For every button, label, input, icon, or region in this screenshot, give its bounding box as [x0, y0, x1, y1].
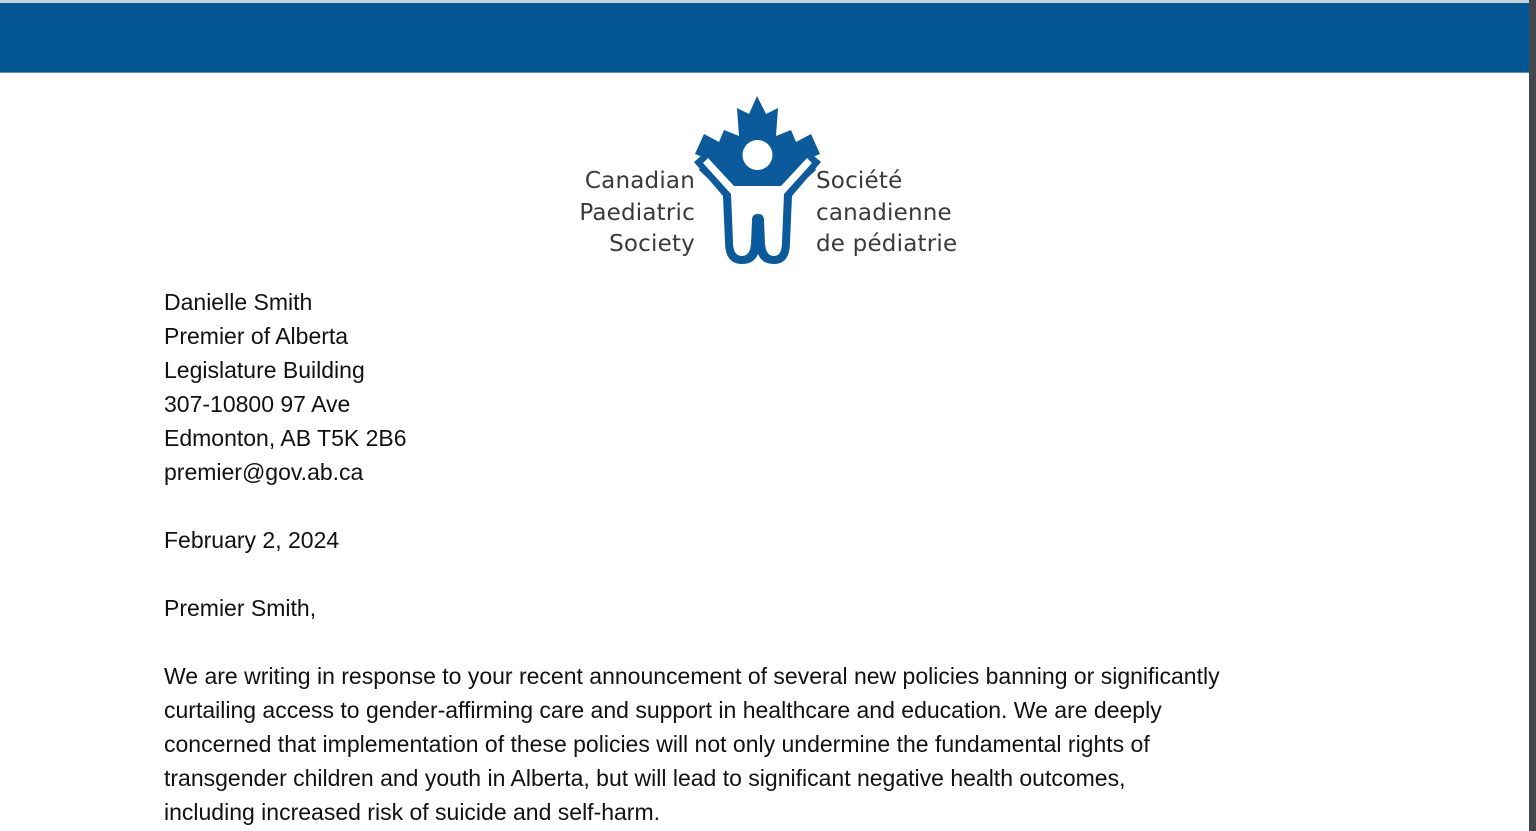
- recipient-building: Legislature Building: [164, 357, 365, 383]
- recipient-title: Premier of Alberta: [164, 323, 349, 349]
- letter-body: [164, 285, 1364, 829]
- recipient-email: premier@gov.ab.ca: [164, 459, 364, 485]
- logo-en-line: Society: [609, 231, 695, 257]
- salutation: Premier Smith,: [164, 595, 317, 621]
- recipient-city: Edmonton, AB T5K 2B6: [164, 425, 407, 451]
- viewer-scrollbar[interactable]: [1529, 0, 1536, 831]
- logo-french-name: [816, 166, 957, 261]
- logo-english-name: [579, 166, 695, 261]
- logo-fr-line: de pédiatrie: [816, 231, 958, 257]
- logo-en-line: Canadian: [584, 168, 695, 194]
- paragraph-1: [164, 659, 1364, 829]
- letterhead-band: [0, 3, 1529, 73]
- recipient-street: 307-10800 97 Ave: [164, 391, 351, 417]
- paragraph-line: transgender children and youth in Alberta, but will lead to significant negative health outcomes,: [164, 765, 1126, 791]
- recipient-address-block: [164, 285, 1364, 489]
- paragraph-line: including increased risk of suicide and self-harm.: [164, 799, 661, 825]
- logo-en-line: Paediatric: [579, 199, 695, 226]
- logo-fr-line: canadienne: [816, 199, 952, 226]
- paragraph-line: curtailing access to gender-affirming care and support in healthcare and education. We are deeply: [164, 697, 1162, 723]
- maple-leaf-child-icon: [690, 92, 825, 264]
- logo-fr-line: Société: [816, 168, 903, 194]
- letter-date: February 2, 2024: [164, 527, 340, 553]
- paragraph-line: concerned that implementation of these policies will not only undermine the fundamental rights of: [164, 731, 1150, 757]
- recipient-name: Danielle Smith: [164, 289, 313, 315]
- paragraph-line: We are writing in response to your recent announcement of several new policies banning or significantly: [164, 663, 1220, 689]
- cps-logo: [570, 92, 970, 267]
